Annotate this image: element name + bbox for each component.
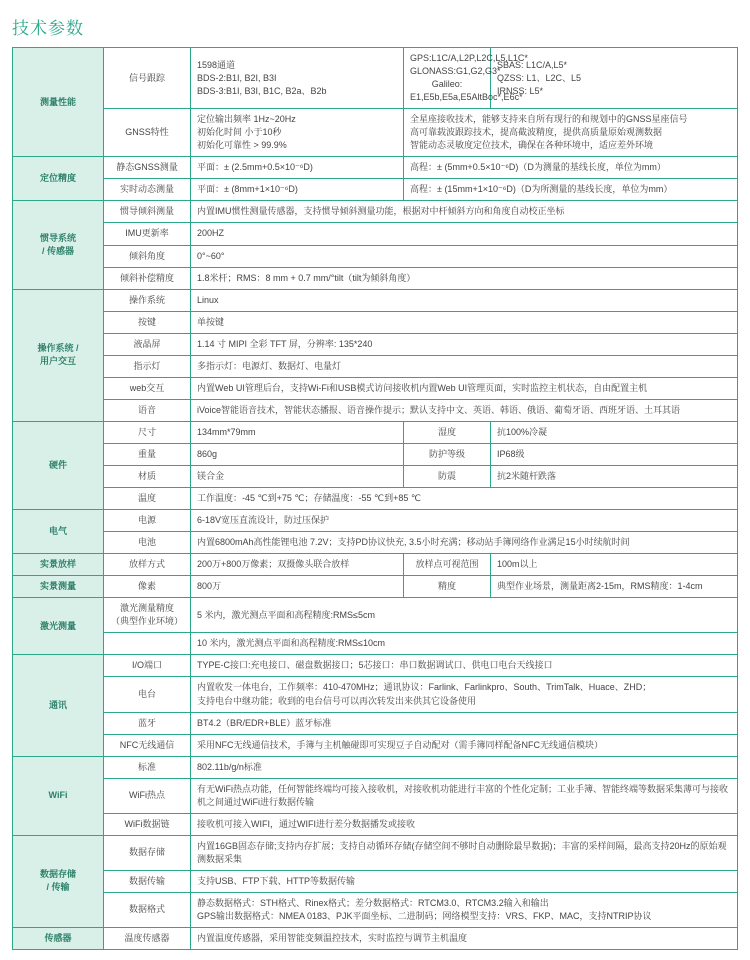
subcategory-cell: 电池 [104, 532, 191, 554]
subcategory-cell: IMU更新率 [104, 223, 191, 245]
subcategory-cell: 激光测量精度 （典型作业环境） [104, 598, 191, 633]
value-cell: IP68级 [491, 443, 738, 465]
value-cell: BT4.2（BR/EDR+BLE）蓝牙标准 [191, 712, 738, 734]
table-row [13, 554, 738, 576]
value-cell: 采用NFC无线通信技术，手簿与主机触碰即可实现豆子自动配对（需手簿同样配备NFC无线通信模块） [191, 734, 738, 756]
spec-table [12, 47, 738, 950]
table-row [13, 179, 738, 201]
value-cell: 典型作业场景，测量距离2-15m，RMS精度：1-4cm [491, 576, 738, 598]
table-row [13, 892, 738, 927]
value-cell: 抗100%冷凝 [491, 421, 738, 443]
category-cell: WiFi [13, 756, 104, 835]
table-row [13, 245, 738, 267]
value-cell: 1.14 寸 MIPI 全彩 TFT 屏，分辨率: 135*240 [191, 333, 738, 355]
subcategory-cell: 电台 [104, 677, 191, 712]
value-cell: Linux [191, 289, 738, 311]
table-row [13, 510, 738, 532]
value-cell: 200HZ [191, 223, 738, 245]
value-cell: 802.11b/g/n标准 [191, 756, 738, 778]
table-row [13, 311, 738, 333]
value-cell: 接收机可接入WIFI，通过WIFI进行差分数据播发或接收 [191, 813, 738, 835]
table-row [13, 157, 738, 179]
value-cell: 静态数据格式：STH格式、Rinex格式；差分数据格式：RTCM3.0、RTCM3.2输入和输出 GPS输出数据格式：NMEA 0183、PJK平面坐标、二进制码；网络模型支持：VRS、FKP、MAC，支持NTRIP协议 [191, 892, 738, 927]
value-cell: 1598通道 BDS-2:B1I, B2I, B3I BDS-3:B1I, B3I, B1C, B2a、B2b [191, 48, 404, 109]
subcategory-cell: 放样点可视范围 [404, 554, 491, 576]
category-cell: 传感器 [13, 928, 104, 950]
table-row [13, 576, 738, 598]
subcategory-cell: 液晶屏 [104, 333, 191, 355]
table-row [13, 778, 738, 813]
subcategory-cell: 信号跟踪 [104, 48, 191, 109]
category-cell: 实景放样 [13, 554, 104, 576]
table-row [13, 835, 738, 870]
subcategory-cell: 惯导倾斜测量 [104, 201, 191, 223]
value-cell: 内置温度传感器，采用智能变频温控技术，实时监控与调节主机温度 [191, 928, 738, 950]
subcategory-cell: I/O端口 [104, 655, 191, 677]
table-row [13, 928, 738, 950]
subcategory-cell: 静态GNSS测量 [104, 157, 191, 179]
value-cell: 100m以上 [491, 554, 738, 576]
value-cell: SBAS: L1C/A,L5* QZSS: L1、L2C、L5 IRNSS: L5* [491, 48, 738, 109]
subcategory-cell: 语音 [104, 399, 191, 421]
value-cell: 内置IMU惯性测量传感器，支持惯导倾斜测量功能，根据对中杆倾斜方向和角度自动校正坐标 [191, 201, 738, 223]
category-cell: 激光测量 [13, 598, 104, 655]
table-row [13, 355, 738, 377]
subcategory-cell: 温度传感器 [104, 928, 191, 950]
table-row [13, 734, 738, 756]
value-cell: 支持USB、FTP下载、HTTP等数据传输 [191, 870, 738, 892]
subcategory-cell: 指示灯 [104, 355, 191, 377]
table-row [13, 443, 738, 465]
subcategory-cell: 湿度 [404, 421, 491, 443]
subcategory-cell [104, 633, 191, 655]
table-row [13, 289, 738, 311]
category-cell: 电气 [13, 510, 104, 554]
value-cell: 200万+800万像素；双摄像头联合放样 [191, 554, 404, 576]
table-row [13, 655, 738, 677]
subcategory-cell: GNSS特性 [104, 109, 191, 157]
table-row [13, 532, 738, 554]
table-row [13, 333, 738, 355]
table-row [13, 712, 738, 734]
subcategory-cell: 操作系统 [104, 289, 191, 311]
subcategory-cell: 倾斜补偿精度 [104, 267, 191, 289]
value-cell: 抗2米随杆跌落 [491, 465, 738, 487]
subcategory-cell: 温度 [104, 488, 191, 510]
table-row [13, 756, 738, 778]
table-row [13, 598, 738, 633]
value-cell: 高程：± (15mm+1×10⁻⁶D)（D为所测量的基线长度，单位为mm） [404, 179, 738, 201]
subcategory-cell: 像素 [104, 576, 191, 598]
table-row [13, 488, 738, 510]
subcategory-cell: 防震 [404, 465, 491, 487]
subcategory-cell: 防护等级 [404, 443, 491, 465]
value-cell: 10 米内，激光测点平面和高程精度:RMS≤10cm [191, 633, 738, 655]
table-row [13, 677, 738, 712]
value-cell: 平面：± (8mm+1×10⁻⁶D) [191, 179, 404, 201]
value-cell: 0°~60° [191, 245, 738, 267]
table-row [13, 223, 738, 245]
subcategory-cell: 尺寸 [104, 421, 191, 443]
subcategory-cell: WiFi数据链 [104, 813, 191, 835]
value-cell: 内置6800mAh高性能锂电池 7.2V；支持PD协议快充, 3.5小时充满；移动站手簿网络作业满足15小时续航时间 [191, 532, 738, 554]
page-title: 技术参数 [12, 19, 84, 38]
value-cell: 有无WiFi热点功能，任何智能终端均可接入接收机，对接收机功能进行丰富的个性化定制；工业手簿、智能终端等数据采集薄可与接收机之间通过WiFi进行数据传输 [191, 778, 738, 813]
category-cell: 通讯 [13, 655, 104, 756]
category-cell: 硬件 [13, 421, 104, 509]
category-cell: 测量性能 [13, 48, 104, 157]
subcategory-cell: 电源 [104, 510, 191, 532]
value-cell: 1.8米杆；RMS：8 mm + 0.7 mm/°tilt（tilt为倾斜角度） [191, 267, 738, 289]
subcategory-cell: 材质 [104, 465, 191, 487]
table-row [13, 201, 738, 223]
table-row [13, 421, 738, 443]
category-cell: 操作系统 / 用户交互 [13, 289, 104, 421]
value-cell: 860g [191, 443, 404, 465]
value-cell: 134mm*79mm [191, 421, 404, 443]
value-cell: 内置收发一体电台，工作频率：410-470MHz；通讯协议：Farlink、Farlinkpro、South、TrimTalk、Huace、ZHD； 支持电台中继功能；收到的电台信号可以再次转发出来供其它设备使用 [191, 677, 738, 712]
subcategory-cell: 实时动态测量 [104, 179, 191, 201]
value-cell: 单按键 [191, 311, 738, 333]
subcategory-cell: WiFi热点 [104, 778, 191, 813]
value-cell: 工作温度：-45 ℃到+75 ℃；存储温度：-55 ℃到+85 ℃ [191, 488, 738, 510]
table-row [13, 813, 738, 835]
value-cell: 5 米内，激光测点平面和高程精度:RMS≤5cm [191, 598, 738, 633]
value-cell: iVoice智能语音技术，智能状态播报、语音操作提示；默认支持中文、英语、韩语、俄语、葡萄牙语、西班牙语、土耳其语 [191, 399, 738, 421]
subcategory-cell: 数据存储 [104, 835, 191, 870]
subcategory-cell: 按键 [104, 311, 191, 333]
table-row [13, 399, 738, 421]
value-cell: 内置16GB固态存储;支持内存扩展；支持自动循环存储(存储空间不够时自动删除最早数据)；丰富的采样间隔，最高支持20Hz的原始观测数据采集 [191, 835, 738, 870]
value-cell: 镁合金 [191, 465, 404, 487]
subcategory-cell: 重量 [104, 443, 191, 465]
value-cell: TYPE-C接口:充电接口、磁盘数据接口；5芯接口：串口数据调试口、供电口电台天线接口 [191, 655, 738, 677]
table-row [13, 465, 738, 487]
value-cell: 800万 [191, 576, 404, 598]
subcategory-cell: 数据传输 [104, 870, 191, 892]
subcategory-cell: 标准 [104, 756, 191, 778]
table-row [13, 870, 738, 892]
subcategory-cell: web交互 [104, 377, 191, 399]
category-cell: 实景测量 [13, 576, 104, 598]
subcategory-cell: NFC无线通信 [104, 734, 191, 756]
value-cell: 高程：± (5mm+0.5×10⁻⁶D)（D为测量的基线长度，单位为mm） [404, 157, 738, 179]
table-row [13, 267, 738, 289]
category-cell: 定位精度 [13, 157, 104, 201]
table-row [13, 48, 738, 109]
value-cell: 全星座接收技术，能够支持来自所有现行的和规划中的GNSS星座信号 高可靠载波跟踪技术，提高截波精度，提供高质量原始观测数据 智能动态灵敏度定位技术，确保在各种环境中，适应差外环境 [404, 109, 738, 157]
value-cell: 多指示灯：电源灯、数据灯、电量灯 [191, 355, 738, 377]
value-cell: 定位输出频率 1Hz~20Hz 初始化时间 小于10秒 初始化可靠性 > 99.9% [191, 109, 404, 157]
category-cell: 惯导系统 / 传感器 [13, 201, 104, 289]
value-cell: 内置Web UI管理后台，支持Wi-Fi和USB模式访问接收机内置Web UI管理页面，实时监控主机状态，自由配置主机 [191, 377, 738, 399]
value-cell: 6-18V宽压直流设计，防过压保护 [191, 510, 738, 532]
subcategory-cell: 蓝牙 [104, 712, 191, 734]
category-cell: 数据存储 / 传输 [13, 835, 104, 927]
subcategory-cell: 倾斜角度 [104, 245, 191, 267]
subcategory-cell: 放样方式 [104, 554, 191, 576]
table-row [13, 377, 738, 399]
table-row [13, 109, 738, 157]
table-row [13, 633, 738, 655]
value-cell: 平面：± (2.5mm+0.5×10⁻⁶D) [191, 157, 404, 179]
subcategory-cell: 精度 [404, 576, 491, 598]
subcategory-cell: GPS:L1C/A,L2P,L2C,L5,L1C* GLONASS:G1,G2,G3* Galileo: E1,E5b,E5a,E5AltBoc*,E6c* [404, 48, 491, 109]
subcategory-cell: 数据格式 [104, 892, 191, 927]
